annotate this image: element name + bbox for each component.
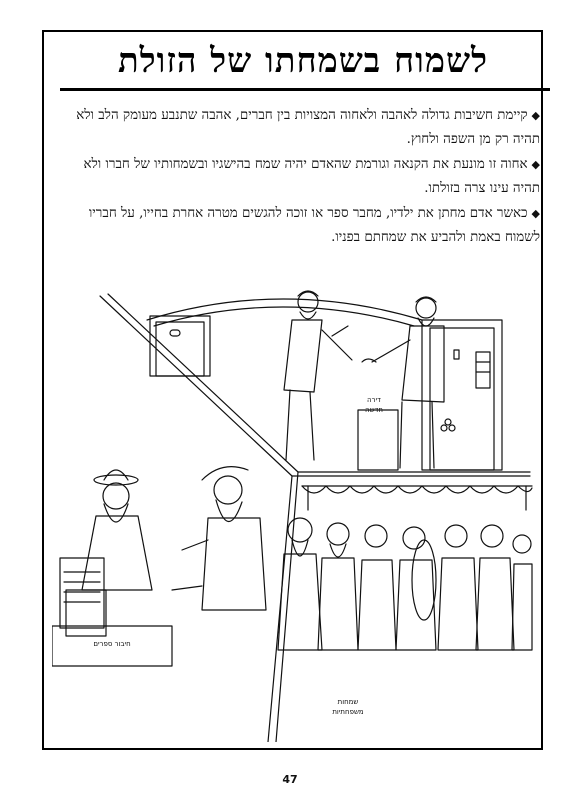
paragraph-1 (60, 104, 540, 152)
caption-book-authoring: חיבור ספרים (93, 640, 131, 648)
illustration (52, 290, 534, 742)
diamond-bullet-icon: ◆ (531, 158, 540, 171)
paragraph-1-text: קיימת חשיבות גדולה לאהבה ולאחוה המצויות בין חברים, אהבה שתנבע מעומק הלב ולא תהיה רק מן השפה ולחוץ. (76, 108, 540, 147)
panel-dividers (100, 294, 530, 742)
diamond-bullet-icon: ◆ (531, 207, 540, 220)
book-authoring-scene (52, 467, 266, 666)
caption-new-apartment-line2: חדשה (365, 406, 383, 414)
page-title: לשמוח בשמחתו של הזולת (118, 41, 488, 81)
paragraph-2-text: אחוה זו מונעת את הקנאה וגורמת שהאדם יהיה שמח בהישגיו ובשמחותיו של חברו ולא תהיה עינו צרה בזולתו. (83, 157, 540, 196)
page-number: 47 (282, 773, 298, 786)
caption-family-celebration-line2: משפחתיות (332, 708, 364, 716)
paragraph-3-text: כאשר אדם מחתן את ילדיו, מחבר ספר או זוכה להגשים מטרה אחרת בחייו, על חבריו לשמוח באמת ולהביע את שמחתם בפניו. (88, 206, 540, 245)
title-underline (60, 88, 550, 91)
paragraph-2 (60, 153, 540, 201)
paragraph-3 (60, 202, 540, 250)
body-text (60, 104, 540, 251)
diamond-bullet-icon: ◆ (531, 109, 540, 122)
caption-new-apartment-line1: דירה (367, 396, 381, 404)
family-celebration-scene (278, 486, 532, 650)
caption-family-celebration-line1: שמחות (337, 698, 359, 706)
